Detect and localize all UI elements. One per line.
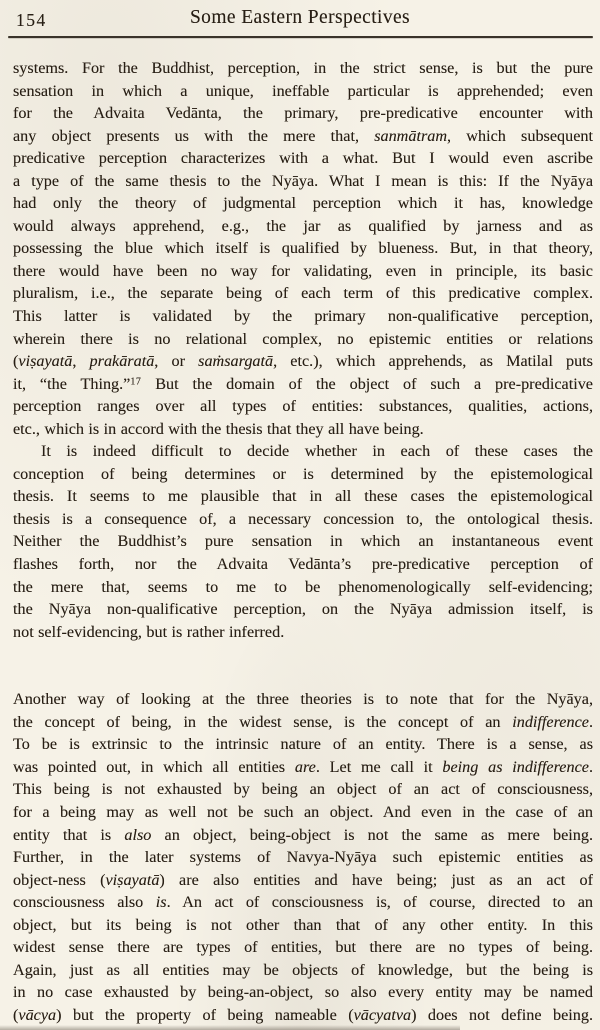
text-run: there would have been no way for validating, even in principle, its basic <box>13 261 593 280</box>
text-run: flashes forth, nor the Advaita Vedānta’s pre-predicative perception of <box>13 555 593 574</box>
text-run: entity that is <box>13 825 125 844</box>
italic-term: prakāratā <box>89 352 155 371</box>
text-line <box>13 485 593 508</box>
text-run: But the domain of the object of such a pre-predicative <box>141 374 593 393</box>
text-line <box>13 57 593 80</box>
text-run: would always apprehend, e.g., the jar as qualified by jarness and as <box>13 216 593 235</box>
italic-term: are <box>294 757 316 776</box>
text-run: perception ranges over all types of entities: substances, qualities, actions, <box>13 397 593 416</box>
text-line <box>13 418 593 441</box>
text-line <box>13 373 593 396</box>
text-run: This latter is validated by the primary non-qualificative perception, <box>13 307 593 326</box>
text-run: sensation in which a unique, ineffable particular is apprehended; even <box>13 81 593 100</box>
text-run: Another way of looking at the three theories is to note that for the Nyāya, <box>13 690 593 709</box>
text-run: ) are also entities and have being; just as an act of <box>159 870 593 889</box>
text-line <box>13 125 593 148</box>
text-run: was pointed out, in which all entities <box>13 757 295 776</box>
text-run: thesis is a consequence of, a necessary concession to, the ontological thesis. <box>13 509 593 528</box>
text-run: the mere that, seems to me to be phenomenologically self-evidencing; <box>13 577 593 596</box>
text-run: consciousness also <box>13 893 156 912</box>
text-line <box>13 1004 593 1027</box>
text-line <box>13 756 593 779</box>
text-line <box>13 215 593 238</box>
text-run: not self-evidencing, but is rather inferred. <box>13 622 285 641</box>
text-line <box>13 102 593 125</box>
italic-term: being as indifference <box>442 757 589 776</box>
text-line <box>13 824 593 847</box>
page-number: 154 <box>16 10 47 30</box>
running-title: Some Eastern Perspectives <box>189 7 411 28</box>
text-line <box>13 869 593 892</box>
text-run: the concept of being, in the widest sense, is the concept of an <box>13 712 513 731</box>
text-run: for a being may as well not be such an object. And even in the case of an <box>13 802 593 821</box>
text-line <box>13 530 593 553</box>
page-body <box>13 57 593 1026</box>
text-run: thesis. It seems to me plausible that in all these cases the epistemological <box>13 487 593 506</box>
text-line <box>13 846 593 869</box>
text-line <box>13 778 593 801</box>
text-line <box>13 170 593 193</box>
text-run: , or <box>154 352 199 371</box>
text-line <box>13 237 593 260</box>
text-run: , which subsequent <box>447 126 593 145</box>
paragraph <box>13 57 593 440</box>
italic-term: vācyatva <box>353 1005 412 1024</box>
text-run: etc., which is in accord with the thesis that they all have being. <box>13 419 424 438</box>
text-run: This being is not exhausted by being an object of an act of consciousness, <box>13 780 593 799</box>
text-run: Neither the Buddhist’s pure sensation in which an instantaneous event <box>13 532 593 551</box>
text-line <box>13 463 593 486</box>
text-run: widest sense there are types of entities, but there are no types of being. <box>13 938 593 957</box>
text-run: possessing the blue which itself is qualified by blueness. But, in that theory, <box>13 239 593 258</box>
text-run: had only the theory of judgmental perception which it has, knowledge <box>13 194 593 213</box>
footnote-ref: 17 <box>130 376 142 388</box>
text-line <box>13 260 593 283</box>
text-run: it, “the Thing.” <box>13 374 131 393</box>
text-run: in no case exhausted by being-an-object, so also every entity may be named <box>13 983 593 1002</box>
italic-term: also <box>124 825 152 844</box>
italic-term: saṁsargatā <box>198 352 274 371</box>
text-line <box>13 981 593 1004</box>
text-line <box>13 282 593 305</box>
text-run: Again, just as all entities may be objects of knowledge, but the being is <box>13 960 593 979</box>
text-line <box>13 801 593 824</box>
italic-term: viṣayatā <box>105 870 160 889</box>
text-run: . <box>588 757 593 776</box>
text-line <box>13 305 593 328</box>
header-rule <box>8 36 593 38</box>
text-run: ( <box>13 352 19 371</box>
text-run: predicative perception characterizes with a what. But I would even ascribe <box>13 149 593 168</box>
text-run: systems. For the Buddhist, perception, in the strict sense, is but the pure <box>13 59 593 77</box>
text-run: any object presents us with the mere that, <box>13 126 375 145</box>
text-run: object, but its being is not other than that of any other entity. In this <box>13 915 593 934</box>
text-run: pluralism, i.e., the separate being of each term of this predicative complex. <box>13 284 593 303</box>
text-line <box>13 711 593 734</box>
text-line <box>13 598 593 621</box>
italic-term: viṣayatā <box>18 352 73 371</box>
text-run: . Let me call it <box>315 757 443 776</box>
italic-term: indifference <box>512 712 589 731</box>
text-line <box>13 553 593 576</box>
italic-term: sanmātram <box>374 126 448 145</box>
text-line <box>13 350 593 373</box>
text-line <box>13 733 593 756</box>
text-line <box>13 192 593 215</box>
text-run: , etc.), which apprehends, as Matilal puts <box>273 352 593 371</box>
paragraph <box>13 688 593 1026</box>
text-line <box>13 621 593 644</box>
text-run: ) but the property of being nameable ( <box>56 1005 354 1024</box>
paragraph <box>13 440 593 643</box>
text-run: To be is extrinsic to the intrinsic nature of an entity. There is a sense, as <box>13 735 593 754</box>
text-run: a type of the same thesis to the Nyāya. What I mean is this: If the Nyāya <box>13 171 593 190</box>
text-line <box>13 440 593 463</box>
text-line <box>13 914 593 937</box>
text-run: . <box>588 712 593 731</box>
text-run: It is indeed difficult to decide whether in each of these cases the <box>41 442 593 461</box>
text-run: ) does not define being. <box>411 1005 593 1024</box>
text-run: for the Advaita Vedānta, the primary, pre-predicative encounter with <box>13 104 593 123</box>
text-line <box>13 936 593 959</box>
text-run: an object, being-object is not the same as mere being. <box>151 825 593 844</box>
text-line <box>13 328 593 351</box>
text-run: Further, in the later systems of Navya-Nyāya such epistemic entities as <box>13 848 593 867</box>
text-run: object-ness ( <box>13 870 106 889</box>
italic-term: is <box>155 893 167 912</box>
text-line <box>13 395 593 418</box>
text-run: the Nyāya non-qualificative perception, on the Nyāya admission itself, is <box>13 600 593 619</box>
text-line <box>13 959 593 982</box>
page-header <box>0 6 600 36</box>
text-line <box>13 80 593 103</box>
text-run: wherein there is no relational complex, no epistemic entities or relations <box>13 329 593 348</box>
text-run: . An act of consciousness is, of course, directed to an <box>166 893 593 912</box>
text-line <box>13 688 593 711</box>
text-line <box>13 508 593 531</box>
text-line <box>13 576 593 599</box>
text-run: ( <box>13 1005 19 1024</box>
text-run: , <box>72 352 90 371</box>
text-line <box>13 891 593 914</box>
text-run: conception of being determines or is determined by the epistemological <box>13 464 593 483</box>
text-line <box>13 147 593 170</box>
italic-term: vācya <box>18 1005 57 1024</box>
